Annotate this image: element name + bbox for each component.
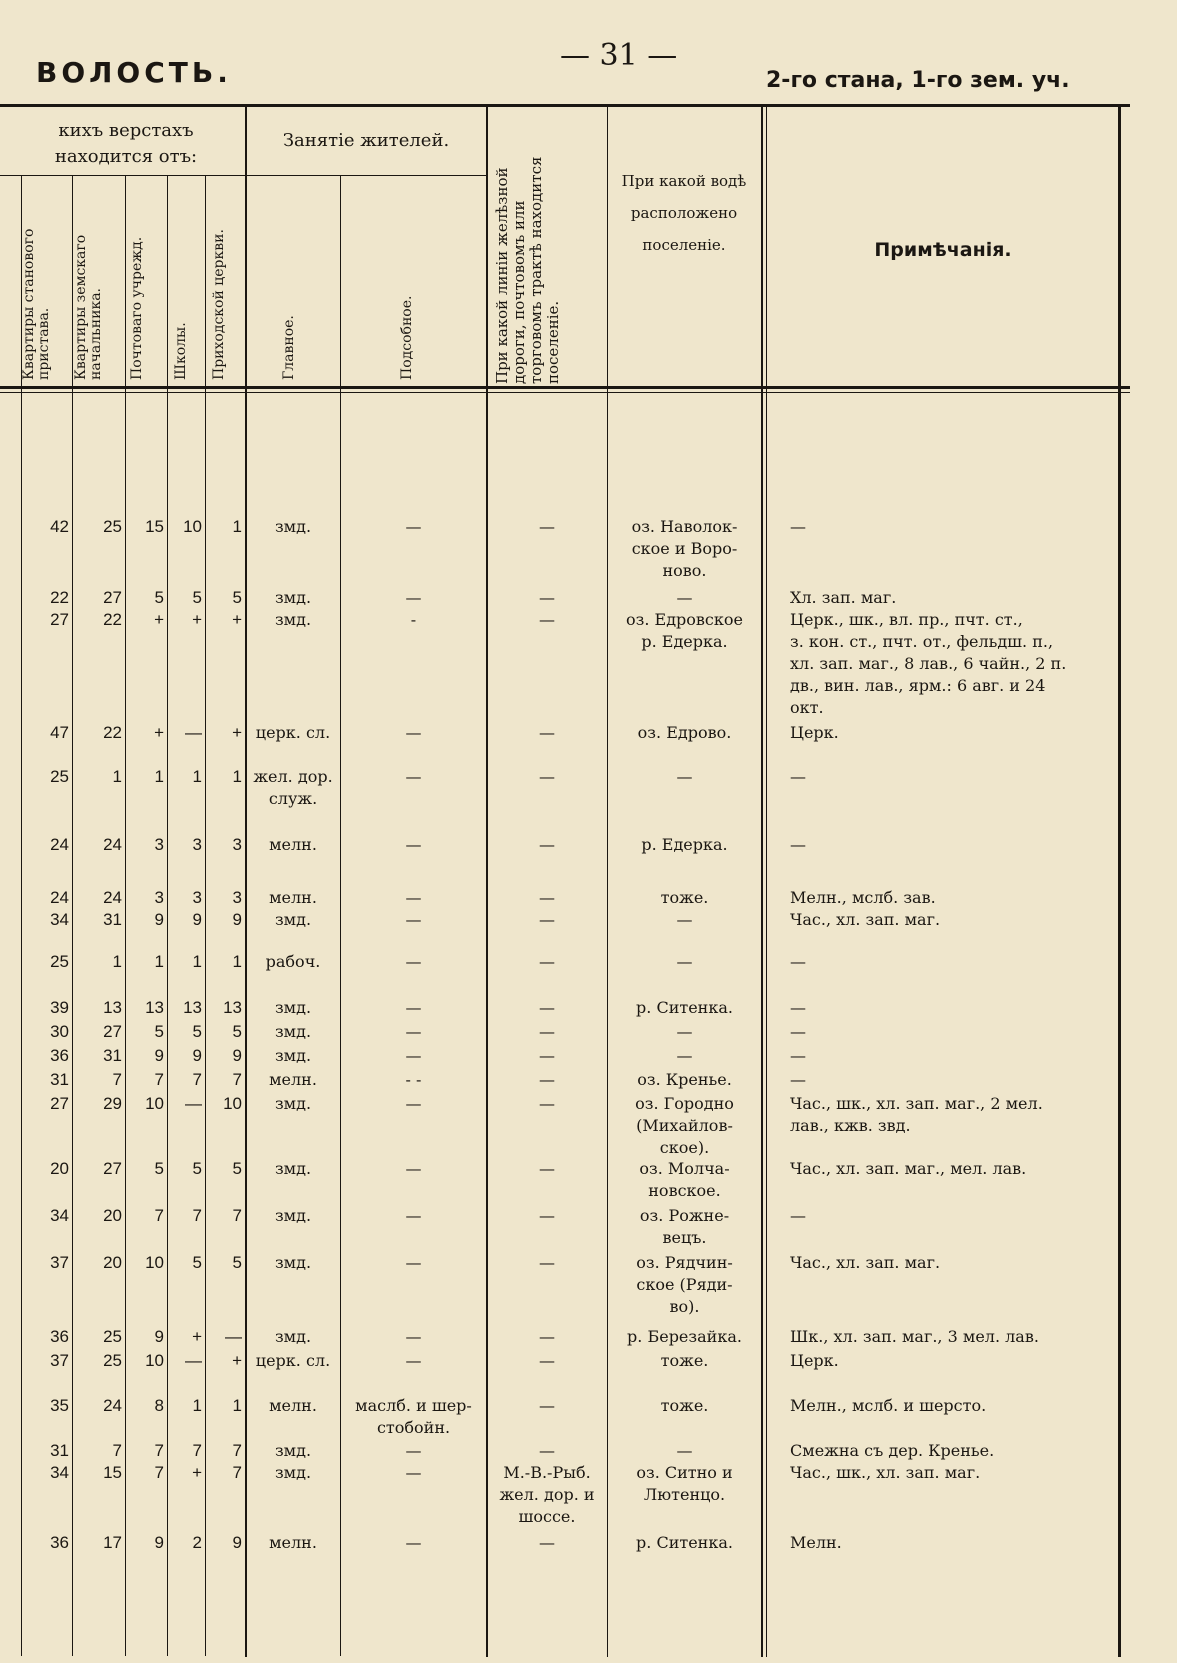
cell-dist-post: 13 <box>145 998 164 1017</box>
cell-occupation-aux: — <box>405 1533 422 1552</box>
cell-dist-stanovoy: 25 <box>50 952 69 971</box>
cell-dist-stanovoy: 37 <box>50 1253 69 1272</box>
cell-note: — <box>790 1070 806 1089</box>
cell-dist-post: 15 <box>145 517 164 536</box>
cell-dist-post: 10 <box>145 1253 164 1272</box>
cell-dist-church: 9 <box>232 1046 242 1065</box>
cell-occupation-main: змд. <box>274 1441 312 1460</box>
cell-occupation-main: змд. <box>274 1022 312 1041</box>
cell-occupation-aux: — <box>405 517 422 536</box>
cell-dist-church: 3 <box>232 835 242 854</box>
cell-note: Час., шк., хл. зап. маг., 2 мел. лав., кжв. звд. <box>790 1094 1043 1135</box>
cell-railway: — <box>539 835 555 854</box>
cell-railway: — <box>539 610 555 629</box>
cell-dist-church: 1 <box>232 767 242 786</box>
cell-dist-school: — <box>185 1351 202 1370</box>
cell-dist-stanovoy: 36 <box>50 1327 69 1346</box>
cell-occupation-main: церк. сл. <box>255 723 331 742</box>
page-header-left: ВОЛОСТЬ. <box>36 56 232 89</box>
cell-dist-school: 1 <box>192 1396 202 1415</box>
cell-occupation-main: змд. <box>274 1206 312 1225</box>
cell-dist-school: + <box>192 1463 202 1482</box>
cell-railway: — <box>539 1351 555 1370</box>
cell-railway: — <box>539 910 555 929</box>
header-col-stanovoy: Квартиры станового пристава. <box>21 228 52 380</box>
cell-dist-church: 3 <box>232 888 242 907</box>
page-number: — 31 — <box>560 38 678 73</box>
cell-dist-stanovoy: 31 <box>50 1070 69 1089</box>
cell-water: тоже. <box>660 888 709 907</box>
cell-dist-post: 5 <box>154 1159 164 1178</box>
cell-dist-school: 7 <box>192 1070 202 1089</box>
cell-note: Мелн. <box>790 1533 842 1552</box>
cell-occupation-aux: — <box>405 1206 422 1225</box>
cell-railway: — <box>539 1046 555 1065</box>
cell-occupation-aux: — <box>405 1351 422 1370</box>
cell-railway: — <box>539 952 555 971</box>
cell-dist-church: 1 <box>232 517 242 536</box>
cell-dist-school: + <box>192 610 202 629</box>
cell-water: р. Березайка. <box>627 1327 742 1346</box>
cell-occupation-aux: — <box>405 1046 422 1065</box>
cell-water: р. Ситенка. <box>636 998 733 1017</box>
cell-occupation-aux: — <box>405 1441 422 1460</box>
cell-dist-church: + <box>232 610 242 629</box>
cell-note: Час., шк., хл. зап. маг. <box>790 1463 981 1482</box>
cell-note: — <box>790 1022 806 1041</box>
cell-dist-church: 13 <box>223 998 242 1017</box>
cell-dist-post: 10 <box>145 1094 164 1113</box>
cell-dist-church: 9 <box>232 1533 242 1552</box>
cell-occupation-main: змд. <box>274 1327 312 1346</box>
cell-water: оз. Рядчин- ское (Ряди- во). <box>636 1253 733 1316</box>
cell-dist-post: 7 <box>154 1206 164 1225</box>
cell-dist-church: 10 <box>223 1094 242 1113</box>
cell-dist-post: 1 <box>154 767 164 786</box>
cell-dist-zemsky: 20 <box>103 1253 122 1272</box>
cell-dist-church: 5 <box>232 1253 242 1272</box>
header-distance-group: кихъ верстахъ находится отъ: <box>54 120 198 167</box>
cell-dist-stanovoy: 24 <box>50 835 69 854</box>
cell-note: — <box>790 835 806 854</box>
cell-railway: — <box>539 998 555 1017</box>
cell-railway: — <box>539 1159 555 1178</box>
cell-occupation-main: мелн. <box>269 1396 317 1415</box>
cell-water: — <box>676 1022 693 1041</box>
cell-note: Церк., шк., вл. пр., пчт. ст., з. кон. ст., пчт. от., фельдш. п., хл. зап. маг., 8 лав., 6 чайн., 2 п. дв., вин. лав., ярм.: 6 авг. и 24 окт. <box>790 610 1067 717</box>
cell-note: — <box>790 998 806 1017</box>
cell-dist-post: + <box>154 723 164 742</box>
cell-dist-stanovoy: 35 <box>50 1396 69 1415</box>
cell-note: Шк., хл. зап. маг., 3 мел. лав. <box>790 1327 1039 1346</box>
cell-occupation-main: мелн. <box>269 835 317 854</box>
cell-dist-church: 7 <box>232 1441 242 1460</box>
cell-dist-school: 9 <box>192 910 202 929</box>
cell-occupation-main: змд. <box>274 1094 312 1113</box>
cell-dist-school: 3 <box>192 888 202 907</box>
cell-dist-stanovoy: 37 <box>50 1351 69 1370</box>
cell-occupation-aux: - <box>410 610 417 629</box>
cell-dist-church: + <box>232 723 242 742</box>
cell-dist-school: 13 <box>183 998 202 1017</box>
cell-railway: — <box>539 1022 555 1041</box>
cell-dist-post: 9 <box>154 1046 164 1065</box>
cell-dist-school: 5 <box>192 588 202 607</box>
cell-dist-zemsky: 27 <box>103 1159 122 1178</box>
cell-dist-school: 5 <box>192 1253 202 1272</box>
cell-occupation-aux: — <box>405 1253 422 1272</box>
cell-occupation-main: змд. <box>274 1463 312 1482</box>
cell-water: р. Ситенка. <box>636 1533 733 1552</box>
cell-dist-school: 3 <box>192 835 202 854</box>
header-col-church: Приходской церкви. <box>211 229 227 380</box>
cell-occupation-main: мелн. <box>269 888 317 907</box>
cell-dist-church: + <box>232 1351 242 1370</box>
cell-dist-church: — <box>225 1327 242 1346</box>
cell-note: — <box>790 1046 806 1065</box>
cell-water: — <box>676 1441 693 1460</box>
cell-occupation-aux: — <box>405 1094 422 1113</box>
cell-dist-school: 7 <box>192 1441 202 1460</box>
cell-dist-zemsky: 24 <box>103 1396 122 1415</box>
cell-occupation-main: мелн. <box>269 1070 317 1089</box>
cell-railway: — <box>539 1533 555 1552</box>
cell-occupation-aux: - - <box>405 1070 422 1089</box>
cell-dist-post: 7 <box>154 1441 164 1460</box>
cell-dist-post: 7 <box>154 1070 164 1089</box>
cell-dist-school: — <box>185 723 202 742</box>
cell-dist-school: 5 <box>192 1159 202 1178</box>
cell-occupation-aux: — <box>405 1022 422 1041</box>
cell-dist-school: 7 <box>192 1206 202 1225</box>
cell-dist-church: 1 <box>232 1396 242 1415</box>
cell-railway: — <box>539 1441 555 1460</box>
cell-dist-school: 9 <box>192 1046 202 1065</box>
cell-railway: — <box>539 1253 555 1272</box>
cell-railway: — <box>539 723 555 742</box>
cell-dist-zemsky: 1 <box>112 767 122 786</box>
cell-occupation-main: змд. <box>274 588 312 607</box>
cell-occupation-aux: — <box>405 952 422 971</box>
cell-dist-school: + <box>192 1327 202 1346</box>
cell-dist-stanovoy: 31 <box>50 1441 69 1460</box>
cell-dist-zemsky: 24 <box>103 835 122 854</box>
cell-dist-post: 5 <box>154 588 164 607</box>
cell-dist-church: 5 <box>232 588 242 607</box>
cell-occupation-aux: — <box>405 723 422 742</box>
cell-dist-post: 9 <box>154 1533 164 1552</box>
cell-dist-post: 9 <box>154 910 164 929</box>
cell-railway: — <box>539 588 555 607</box>
cell-dist-church: 7 <box>232 1070 242 1089</box>
cell-dist-stanovoy: 36 <box>50 1046 69 1065</box>
cell-note: Мелн., мслб. и шерсто. <box>790 1396 987 1415</box>
cell-water: оз. Едровское р. Едерка. <box>625 610 743 651</box>
cell-dist-school: 10 <box>183 517 202 536</box>
cell-dist-zemsky: 27 <box>103 1022 122 1041</box>
cell-dist-stanovoy: 22 <box>50 588 69 607</box>
cell-note: Хл. зап. маг. <box>790 588 897 607</box>
cell-dist-stanovoy: 27 <box>50 1094 69 1113</box>
header-col-notes: Примѣчанія. <box>874 239 1012 261</box>
cell-occupation-main: змд. <box>274 1253 312 1272</box>
cell-dist-zemsky: 17 <box>103 1533 122 1552</box>
cell-water: оз. Молча- новское. <box>639 1159 730 1200</box>
cell-occupation-main: змд. <box>274 1159 312 1178</box>
cell-dist-post: 3 <box>154 888 164 907</box>
cell-water: оз. Ситно и Лютенцо. <box>636 1463 733 1504</box>
cell-note: Мелн., мслб. зав. <box>790 888 936 907</box>
cell-water: — <box>676 1046 693 1065</box>
cell-dist-zemsky: 29 <box>103 1094 122 1113</box>
cell-water: оз. Едрово. <box>637 723 732 742</box>
cell-dist-zemsky: 25 <box>103 517 122 536</box>
cell-dist-post: 7 <box>154 1463 164 1482</box>
cell-dist-school: 5 <box>192 1022 202 1041</box>
cell-dist-zemsky: 25 <box>103 1351 122 1370</box>
cell-dist-zemsky: 20 <box>103 1206 122 1225</box>
cell-note: Церк. <box>790 1351 839 1370</box>
cell-occupation-aux: — <box>405 888 422 907</box>
cell-dist-church: 9 <box>232 910 242 929</box>
cell-note: — <box>790 1206 806 1225</box>
cell-occupation-main: мелн. <box>269 1533 317 1552</box>
header-col-water: При какой водѣ расположено поселеніе. <box>621 172 747 254</box>
cell-dist-stanovoy: 34 <box>50 910 69 929</box>
cell-railway: — <box>539 1094 555 1113</box>
cell-dist-stanovoy: 39 <box>50 998 69 1017</box>
cell-dist-post: 3 <box>154 835 164 854</box>
header-col-zemsky: Квартиры земскаго начальника. <box>73 234 104 380</box>
cell-railway: — <box>539 767 555 786</box>
cell-occupation-aux: — <box>405 1463 422 1482</box>
cell-occupation-main: жел. дор. служ. <box>253 767 333 808</box>
cell-dist-stanovoy: 24 <box>50 888 69 907</box>
cell-railway: — <box>539 1327 555 1346</box>
cell-occupation-aux: маслб. и шер- стобойн. <box>355 1396 472 1437</box>
cell-dist-zemsky: 7 <box>112 1441 122 1460</box>
cell-note: Час., хл. зап. маг. <box>790 1253 941 1272</box>
cell-dist-church: 1 <box>232 952 242 971</box>
cell-occupation-main: змд. <box>274 910 312 929</box>
cell-dist-zemsky: 22 <box>103 610 122 629</box>
cell-note: — <box>790 767 806 786</box>
cell-occupation-aux: — <box>405 588 422 607</box>
cell-dist-post: + <box>154 610 164 629</box>
header-occupation-group: Занятіе жителей. <box>282 130 450 151</box>
cell-occupation-aux: — <box>405 998 422 1017</box>
cell-note: Час., хл. зап. маг., мел. лав. <box>790 1159 1027 1178</box>
cell-occupation-aux: — <box>405 910 422 929</box>
cell-dist-post: 5 <box>154 1022 164 1041</box>
cell-dist-school: 1 <box>192 952 202 971</box>
cell-dist-stanovoy: 30 <box>50 1022 69 1041</box>
cell-dist-zemsky: 7 <box>112 1070 122 1089</box>
cell-dist-stanovoy: 36 <box>50 1533 69 1552</box>
cell-railway: — <box>539 888 555 907</box>
cell-water: оз. Наволок- ское и Воро- ново. <box>631 517 738 580</box>
cell-dist-school: 2 <box>192 1533 202 1552</box>
cell-occupation-main: змд. <box>274 998 312 1017</box>
cell-water: оз. Кренье. <box>637 1070 732 1089</box>
cell-dist-post: 1 <box>154 952 164 971</box>
cell-dist-zemsky: 24 <box>103 888 122 907</box>
cell-dist-stanovoy: 27 <box>50 610 69 629</box>
page-header-right: 2-го стана, 1-го зем. уч. <box>766 68 1070 93</box>
cell-occupation-main: змд. <box>274 517 312 536</box>
cell-occupation-aux: — <box>405 1327 422 1346</box>
cell-dist-school: — <box>185 1094 202 1113</box>
cell-railway: М.-В.-Рыб. жел. дор. и шоссе. <box>499 1463 595 1526</box>
cell-railway: — <box>539 1070 555 1089</box>
cell-dist-church: 7 <box>232 1206 242 1225</box>
cell-dist-zemsky: 31 <box>103 1046 122 1065</box>
cell-note: Церк. <box>790 723 839 742</box>
cell-occupation-main: церк. сл. <box>255 1351 331 1370</box>
cell-dist-zemsky: 25 <box>103 1327 122 1346</box>
cell-water: — <box>676 910 693 929</box>
header-col-main: Главное. <box>281 315 297 380</box>
cell-occupation-aux: — <box>405 835 422 854</box>
cell-dist-church: 5 <box>232 1022 242 1041</box>
cell-dist-stanovoy: 20 <box>50 1159 69 1178</box>
cell-water: — <box>676 767 693 786</box>
cell-water: — <box>676 952 693 971</box>
cell-railway: — <box>539 1206 555 1225</box>
cell-dist-zemsky: 27 <box>103 588 122 607</box>
cell-railway: — <box>539 1396 555 1415</box>
header-col-school: Школы. <box>173 322 189 380</box>
cell-dist-stanovoy: 34 <box>50 1206 69 1225</box>
cell-dist-zemsky: 1 <box>112 952 122 971</box>
header-col-post: Почтоваго учрежд. <box>129 236 145 380</box>
cell-water: оз. Городно (Михайлов- ское). <box>635 1094 734 1157</box>
cell-railway: — <box>539 517 555 536</box>
cell-water: тоже. <box>660 1351 709 1370</box>
cell-occupation-main: змд. <box>274 610 312 629</box>
cell-dist-zemsky: 22 <box>103 723 122 742</box>
cell-dist-stanovoy: 47 <box>50 723 69 742</box>
cell-dist-school: 1 <box>192 767 202 786</box>
cell-water: тоже. <box>660 1396 709 1415</box>
cell-dist-church: 5 <box>232 1159 242 1178</box>
cell-occupation-aux: — <box>405 1159 422 1178</box>
cell-occupation-main: рабоч. <box>265 952 321 971</box>
cell-dist-stanovoy: 34 <box>50 1463 69 1482</box>
cell-note: Смежна съ дер. Кренье. <box>790 1441 995 1460</box>
cell-water: — <box>676 588 693 607</box>
cell-water: р. Едерка. <box>641 835 728 854</box>
cell-dist-post: 10 <box>145 1351 164 1370</box>
cell-note: — <box>790 517 806 536</box>
cell-note: Час., хл. зап. маг. <box>790 910 941 929</box>
cell-dist-stanovoy: 25 <box>50 767 69 786</box>
cell-note: — <box>790 952 806 971</box>
cell-dist-post: 8 <box>154 1396 164 1415</box>
cell-occupation-main: змд. <box>274 1046 312 1065</box>
header-col-railway: При какой линіи желѣзной дороги, почтовомъ или торговомъ трактѣ находится поселеніе. <box>493 156 562 384</box>
header-col-aux: Подсобное. <box>399 295 415 380</box>
cell-dist-church: 7 <box>232 1463 242 1482</box>
cell-dist-zemsky: 31 <box>103 910 122 929</box>
cell-occupation-aux: — <box>405 767 422 786</box>
cell-water: оз. Рожне- вецъ. <box>639 1206 730 1247</box>
cell-dist-stanovoy: 42 <box>50 517 69 536</box>
cell-dist-post: 9 <box>154 1327 164 1346</box>
cell-dist-zemsky: 15 <box>103 1463 122 1482</box>
cell-dist-zemsky: 13 <box>103 998 122 1017</box>
